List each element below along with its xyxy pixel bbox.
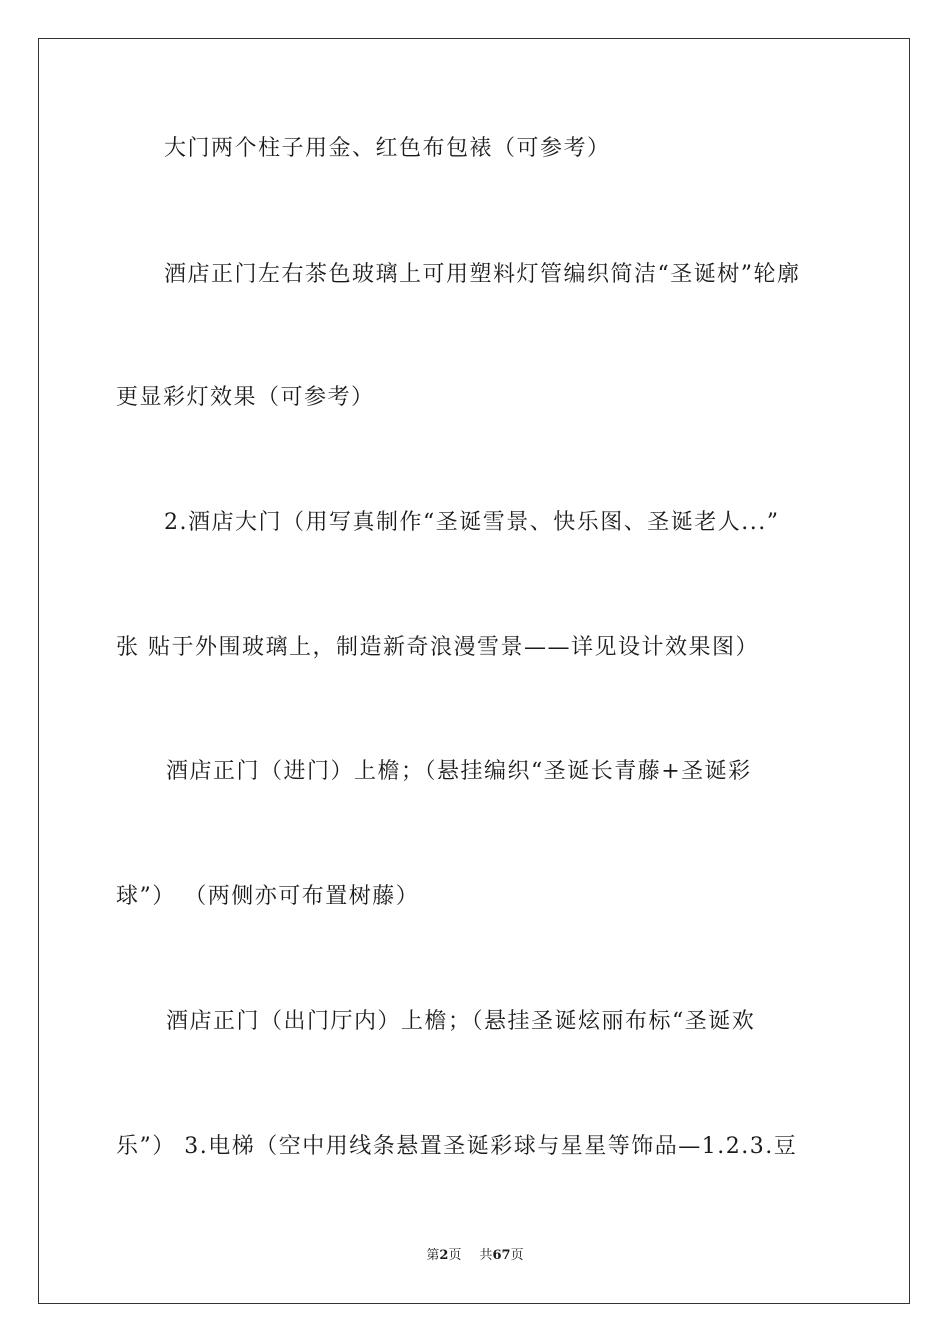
paragraph-line-5: 张 贴于外围玻璃上，制造新奇浪漫雪景——详见设计效果图） [116,635,759,660]
paragraph-line-7: 球”） （两侧亦可布置树藤） [116,884,420,909]
total-pages: 67 [492,1248,511,1263]
paragraph-line-2: 酒店正门左右茶色玻璃上可用塑料灯管编织简洁“圣诞树”轮廓 [164,262,801,287]
paragraph-line-6: 酒店正门（进门）上檐；（悬挂编织“圣诞长青藤+圣诞彩 [166,759,752,784]
paragraph-line-1: 大门两个柱子用金、红色布包裱（可参考） [164,136,611,161]
paragraph-line-3: 更显彩灯效果（可参考） [116,385,375,410]
total-label-prefix: 共 [479,1248,493,1263]
page-footer [0,1247,950,1265]
paragraph-line-9: 乐”） 3.电梯（空中用线条悬置圣诞彩球与星星等饰品—1.2.3.豆 [116,1134,798,1159]
page-border [38,38,910,1304]
page-label-prefix: 第 [426,1248,440,1263]
page-label-suffix: 页 [448,1248,462,1263]
paragraph-line-4: 2.酒店大门（用写真制作“圣诞雪景、快乐图、圣诞老人...” [164,510,780,535]
paragraph-line-8: 酒店正门（出门厅内）上檐；（悬挂圣诞炫丽布标“圣诞欢 [166,1009,756,1034]
page-number: 2 [439,1248,449,1263]
total-label-suffix: 页 [510,1248,524,1263]
